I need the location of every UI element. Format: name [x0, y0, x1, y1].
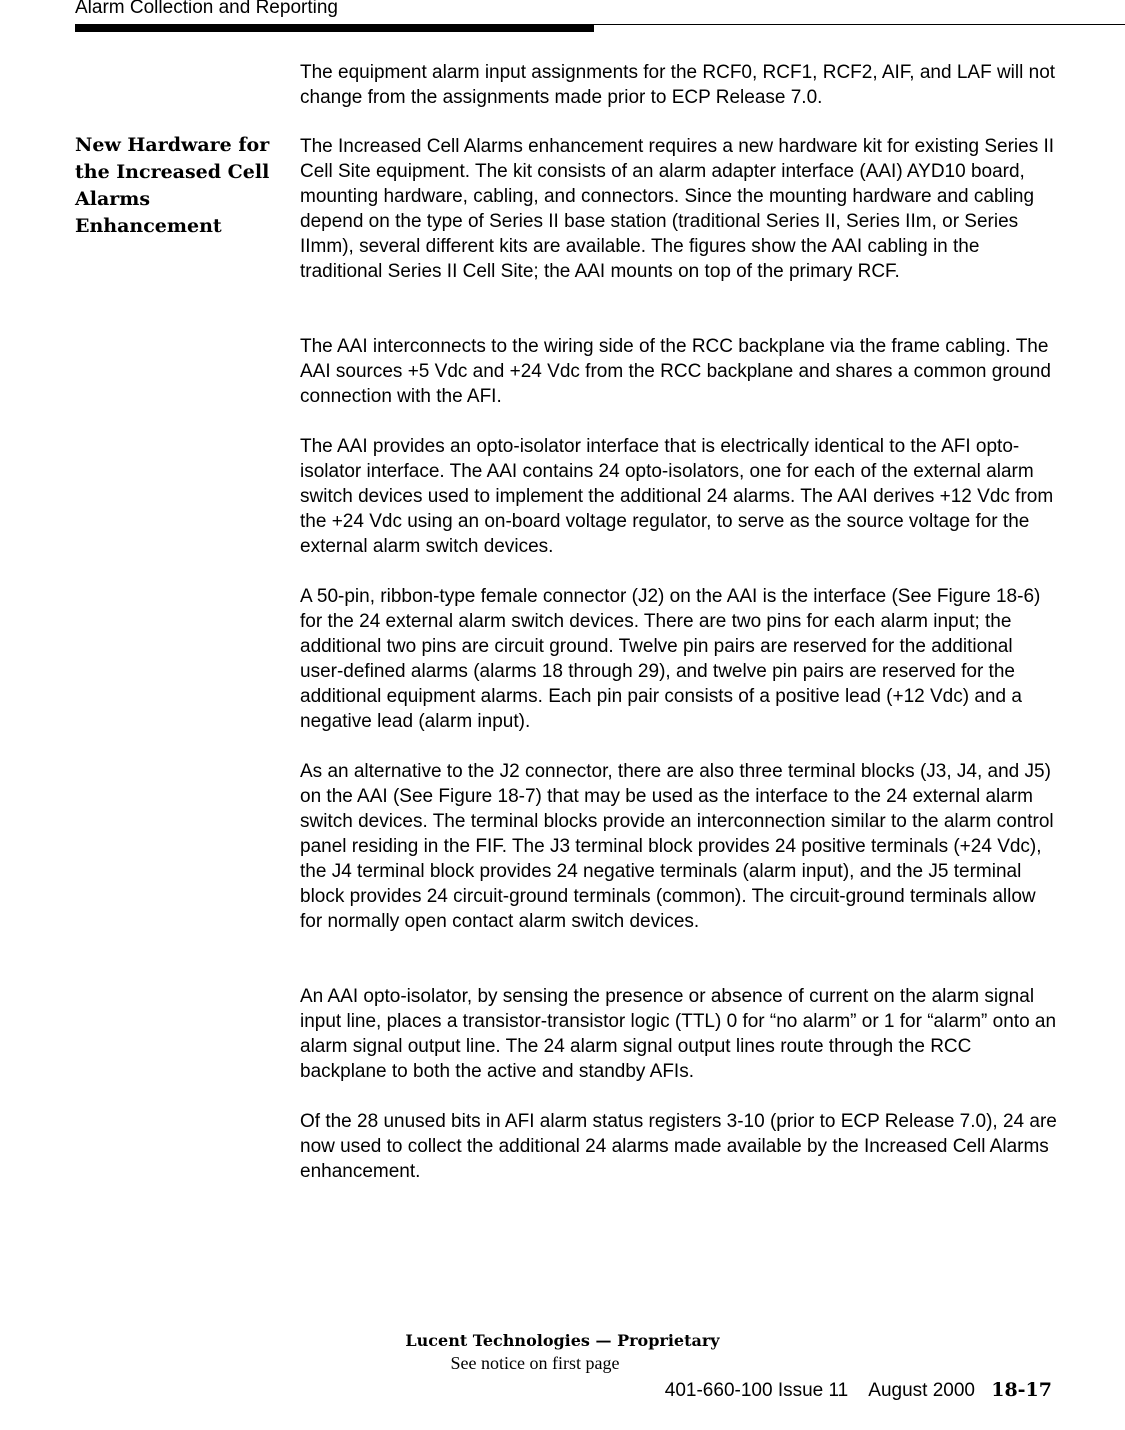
header-rule-bar: [75, 25, 594, 32]
paragraph-aai-interconnect: The AAI interconnects to the wiring side of the RCC backplane via the frame cabling. The AAI sources +5 Vdc and +24 Vdc from the RCC backplane and shares a common ground connection with the AFI.: [300, 336, 1051, 407]
paragraph-status-registers: Of the 28 unused bits in AFI alarm status registers 3-10 (prior to ECP Release 7.0), 24 are now used to collect the additional 24 alarms made available by the Increased Cell Alarms enhancement.: [300, 1111, 1057, 1182]
paragraph-equipment-assignments: The equipment alarm input assignments for the RCF0, RCF1, RCF2, AIF, and LAF will not change from the assignments made prior to ECP Release 7.0.: [300, 62, 1056, 108]
running-header-title: Alarm Collection and Reporting: [75, 0, 338, 18]
footer-company: Lucent Technologies — Proprietary: [405, 1331, 720, 1350]
paragraph-opto-isolator-interface: The AAI provides an opto-isolator interface that is electrically identical to the AFI opto-isolator interface. The AAI contains 24 opto-isolators, one for each of the external alarm switch devices used to implement the additional 24 alarms. The AAI derives +12 Vdc from the +24 Vdc using an on-board voltage regulator, to serve as the source voltage for the external alarm switch devices.: [300, 436, 1054, 557]
footer-issue-date: 401-660-100 Issue 11 August 2000: [664, 1380, 975, 1401]
paragraph-j2-connector: A 50-pin, ribbon-type female connector (J2) on the AAI is the interface (See Figure 18-6) for the 24 external alarm switch devices. There are two pins for each alarm input; the additional two pins are circuit ground. Twelve pin pairs are reserved for the additional user-defined alarms (alarms 18 through 29), and twelve pin pairs are reserved for the additional equipment alarms. Each pin pair consists of a positive lead (+12 Vdc) and a negative lead (alarm input).: [300, 586, 1041, 732]
footer-notice: See notice on first page: [450, 1353, 620, 1373]
paragraph-hardware-kit: The Increased Cell Alarms enhancement requires a new hardware kit for existing Series II Cell Site equipment. The kit consists of an alarm adapter interface (AAI) AYD10 board, mounting hardware, cabling, and connectors. Since the mounting hardware and cabling depend on the type of Series II base station (traditional Series II, Series IIm, or Series IImm), several different kits are available. The figures show the AAI cabling in the traditional Series II Cell Site; the AAI mounts on top of the primary RCF.: [300, 136, 1055, 282]
section-side-heading: New Hardware for the Increased Cell Alarms Enhancement: [75, 134, 270, 237]
paragraph-ttl-output: An AAI opto-isolator, by sensing the presence or absence of current on the alarm signal input line, places a transistor-transistor logic (TTL) 0 for “no alarm” or 1 for “alarm” onto an alarm signal output line. The 24 alarm signal output lines route through the RCC backplane to both the active and standby AFIs.: [300, 986, 1057, 1082]
paragraph-terminal-blocks: As an alternative to the J2 connector, there are also three terminal blocks (J3, J4, and J5) on the AAI (See Figure 18-7) that may be used as the interface to the 24 external alarm switch devices. The terminal blocks provide an interconnection similar to the alarm control panel residing in the FIF. The J3 terminal block provides 24 positive terminals (+24 Vdc), the J4 terminal block provides 24 negative terminals (alarm input), and the J5 terminal block provides 24 circuit-ground terminals (common). The circuit-ground terminals allow for normally open contact alarm switch devices.: [300, 761, 1054, 932]
page-number: 18-17: [991, 1379, 1052, 1401]
